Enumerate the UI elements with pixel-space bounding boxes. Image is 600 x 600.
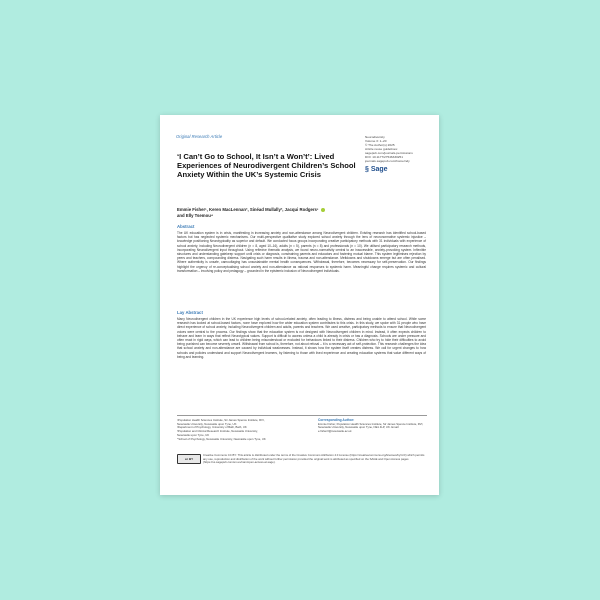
corresponding-heading: Corresponding Author: <box>318 418 355 422</box>
affiliation-line: ²Department of Psychology, University of Bath, Bath, UK <box>177 426 247 430</box>
abstract-heading: Abstract <box>177 224 195 229</box>
abstract-text: The UK education system is in crisis, manifesting in increasing anxiety and non-attendance among Neurodivergent children. Existing research has identified school-based factors but has neglected systemic mechanisms. Our multi-perspective qualitative study explored school anxiety through the lens of neuronormative systemic injustice – knowledge positioning Neurotypicality as superior and default. We conducted focus groups incorporating creative participatory methods with 31 individuals with experience of school anxiety, including Neurodivergent children (n = 8, aged 10–16), adults (n = 5), parents (n = 8) and professionals (n = 10). We utilised participatory research methods, incorporating Neurodivergent input throughout. Using reflexive thematic analysis, we found neuro-normativity central to an inaccessible, anxiety-provoking system. Inflexible structures and understanding gatekeep support until crisis or diagnosis, constraining parents and educators and fostering mutual blame. This system legitimises rejection by peers and teachers, compounding distress. Navigating such harm results in illness, trauma and non-attendance. Meltdowns and shutdowns emerge but are often penalised. Where authenticity is unsafe, camouflaging has unsustainable mental health consequences. Withdrawal, therefore, becomes necessary for self-preservation. Our findings highlight the urgency of re-conceptualising school anxiety and non-attendance as rational responses to systemic harm. Meaningful change requires systemic and cultural transformation – involving policy and pedagogy – grounded in the epistemic inclusion of Neurodivergent individuals. <box>177 231 426 273</box>
corresponding-author <box>318 419 426 434</box>
meta-line: sagepub.com/journals-permissions <box>365 151 413 155</box>
meta-line: Neurodiversity <box>365 135 385 139</box>
journal-meta <box>365 135 427 174</box>
corresponding-text: Emmie Fisher, Population Health Sciences Institute, Sir James Spence Institute, RVI, Newcastle University, Newcastle upon Tyne, NE1 4LP, UK. Email: e.fisher3@newcastle.ac.uk <box>318 421 424 434</box>
affiliation-line: Newcastle University, Newcastle upon Tyne, UK <box>177 422 237 426</box>
publisher-logo: § Sage <box>365 166 388 173</box>
license-text: Creative Commons CC BY: This article is distributed under the terms of the Creative Commons Attribution 4.0 License (https://creativecommons.org/licenses/by/4.0/) which permits any use, reproduction and distribution of the work without further permission provided the original work is attributed as specified on the SAGE and Open Access pages (https://us.sagepub.com/en-us/nam/open-access-at-sage). <box>203 453 425 465</box>
footnotes <box>177 415 427 441</box>
paper-page <box>160 115 439 495</box>
author-list <box>177 207 367 219</box>
meta-line: © The Author(s) 2025 <box>365 143 395 147</box>
lay-abstract-heading: Lay Abstract <box>177 310 203 315</box>
affiliation-line: Newcastle upon Tyne, UK <box>177 433 210 437</box>
orcid-icon <box>321 208 325 212</box>
affiliations <box>177 419 305 441</box>
authors-line: and Elly Tsemou⁴ <box>177 213 213 218</box>
meta-line: DOI: 10.1177/27546330251 <box>365 155 403 159</box>
meta-line: Volume 3: 1–20 <box>365 139 387 143</box>
affiliation-line: ⁴School of Psychology, Newcastle University, Newcastle upon Tyne, UK <box>177 437 266 441</box>
paper-title: ‘I Can’t Go to School, It Isn’t a Won’t’: Lived Experiences of Neurodivergent Children’s School Anxiety Within the UK’s Systemic Crisis <box>177 152 356 179</box>
affiliation-line: ¹Population Health Sciences Institute, Sir James Spence Institute, RVI, <box>177 419 265 422</box>
sage-s-icon: § <box>365 166 371 173</box>
meta-line: journals.sagepub.com/home/ndy <box>365 159 410 163</box>
lay-abstract-text: Many Neurodivergent children in the UK experience high levels of school-related anxiety, often leading to illness, distress and being unable to attend school. While some research has looked at school-based factors, none have explored how the wider education system contributes to this crisis. In this study, we spoke with 31 people who have direct experience of school anxiety, including Neurodivergent children and adults, parents and teachers. We used creative, participatory methods to ensure that Neurodivergent voices were central to the process. Our findings show that the education system is not designed with Neurodivergent children in mind. Instead, it often expects children to behave and learn in ways that reflect Neurotypical values. Support is difficult to access unless a child is already in crisis or has a diagnosis. Schools are under pressure and often react in rigid ways, which can lead to children being misunderstood or excluded for behaviours linked to their distress. Children who try to hide their difficulties to avoid being punished can become severely unwell. Withdrawal from school is, therefore, not about refusal – it is a necessary act of self-protection. This research challenges the idea that school anxiety and non-attendance are caused by individual weaknesses. Instead, it shows how the system itself creates distress. We call for urgent changes to how schools and policies understand and support Neurodivergent learners, by listening to those with lived experience and creating education systems that value different ways of being and learning. <box>177 317 426 359</box>
cc-license-icon: cc BY <box>177 454 201 464</box>
affiliation-line: ³Population and Clinical Research Institute, Newcastle University, <box>177 430 258 434</box>
article-category: Original Research Article <box>176 134 223 139</box>
meta-line: Article reuse guidelines: <box>365 147 398 151</box>
authors-line: Emmie Fisher¹, Keren MacLennan², Sinéad Mullally², Jacqui Rodgers³ <box>177 207 367 213</box>
